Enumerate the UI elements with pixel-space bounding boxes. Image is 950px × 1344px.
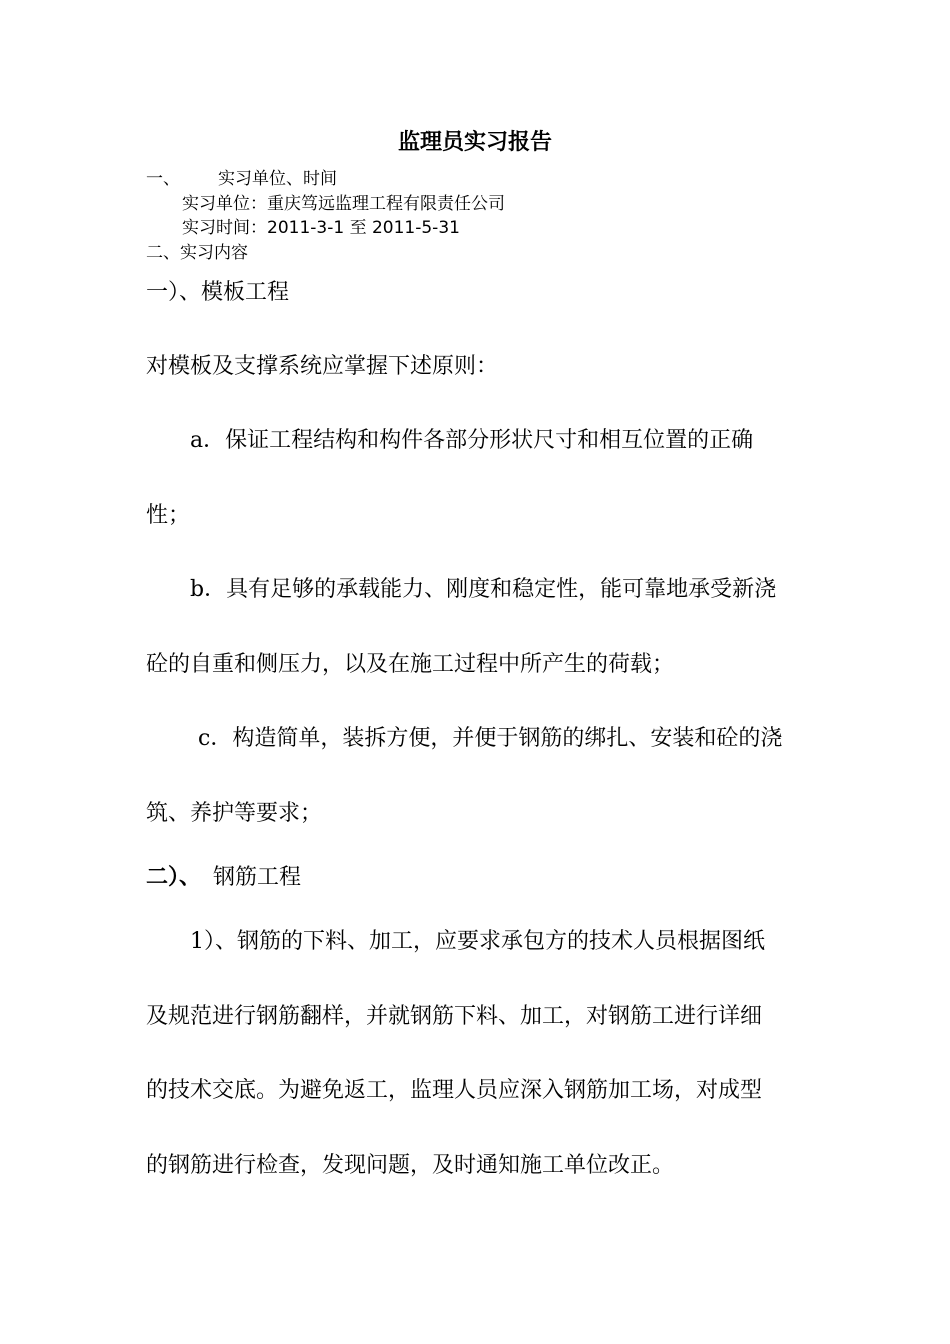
item-b-line1: b．具有足够的承载能力、刚度和稳定性，能可靠地承受新浇: [190, 577, 777, 602]
section1-number: 一、: [146, 169, 180, 189]
section1-heading: [146, 167, 337, 191]
part2-p1-line3: 的技术交底。为避免返工，监理人员应深入钢筋加工场，对成型: [146, 1078, 763, 1103]
internship-unit: 实习单位：重庆笃远监理工程有限责任公司: [182, 194, 505, 214]
item-b-line2: 砼的自重和侧压力，以及在施工过程中所产生的荷载；: [146, 652, 675, 677]
item-a-line2: 性；: [146, 503, 191, 528]
part2-p1-line2: 及规范进行钢筋翻样，并就钢筋下料、加工，对钢筋工进行详细: [146, 1004, 763, 1029]
section1-title: 实习单位、时间: [218, 169, 337, 189]
part2-number: 二）、: [146, 864, 202, 890]
section2-heading: 二、实习内容: [146, 243, 248, 263]
item-c-line1: c．构造简单，装拆方便，并便于钢筋的绑扎、安装和砼的浇: [198, 726, 783, 751]
part2-p1-line4: 的钢筋进行检查，发现问题，及时通知施工单位改正。: [146, 1153, 675, 1178]
item-c-line2: 筑、养护等要求；: [146, 801, 323, 826]
item-a-line1: a．保证工程结构和构件各部分形状尺寸和相互位置的正确: [190, 428, 754, 453]
part2-p1-line1: 1）、钢筋的下料、加工，应要求承包方的技术人员根据图纸: [190, 929, 765, 954]
document-title: 监理员实习报告: [397, 130, 552, 155]
internship-period: 实习时间：2011-3-1 至 2011-5-31: [182, 218, 460, 238]
part2-title: 钢筋工程: [213, 865, 302, 890]
part2-heading: [146, 862, 301, 893]
part1-heading: 一）、模板工程: [146, 280, 290, 305]
part1-intro: 对模板及支撑系统应掌握下述原则：: [146, 354, 499, 379]
